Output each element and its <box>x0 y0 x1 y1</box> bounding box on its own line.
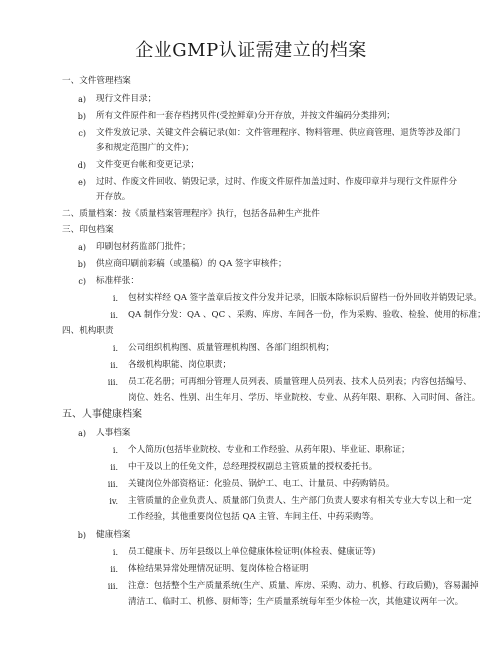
list-marker: a) <box>78 243 86 252</box>
list-marker: a) <box>78 429 86 438</box>
list-item-continuation: 多和规定范围广的文件)； <box>96 143 194 153</box>
list-item: 包材实样经 QA 签字盖章后按文件分发并记录，旧版本除标识后留档一份外回收并销毁记录。 <box>128 293 482 303</box>
list-marker: b) <box>77 531 86 540</box>
list-marker: iv. <box>109 497 118 506</box>
list-item: 中干及以上的任免文件，总经理授权副总主管质量的授权委托书。 <box>128 462 378 472</box>
list-item: 过时、作废文件回收、销毁记录，过时、作废文件原件加盖过时、作废印章并与现行文件原件分 <box>96 177 457 187</box>
list-item: 印刷包材药监部门批件； <box>96 242 191 252</box>
list-item: QA 制作分发：QA 、QC 、采购、库房、车间各一份，作为采购、验收、检验、使用的标准； <box>128 310 486 320</box>
list-marker: ii. <box>110 565 118 574</box>
list-marker: iii. <box>107 582 118 591</box>
list-item: 员工花名册；可再细分管理人员列表、质量管理人员列表、技术人员列表；内容包括编号、 <box>128 377 472 387</box>
list-marker: d) <box>77 161 86 170</box>
list-marker: i. <box>112 548 118 557</box>
list-marker: c) <box>78 129 86 138</box>
list-marker: ii. <box>110 311 118 320</box>
list-item: 文件发放记录、关键文件会稿记录(如：文件管理程序、物料管理、供应商管理、退货等涉及部门 <box>96 128 461 138</box>
subsection-label: 人事档案 <box>96 428 131 438</box>
section-3-heading: 三、印包档案 <box>62 225 114 235</box>
list-item: 个人简历(包括毕业院校、专业和工作经验、从药年限)、毕业证、职称证； <box>128 445 410 455</box>
list-marker: ii. <box>110 361 118 370</box>
list-item: 标准样张： <box>96 276 139 286</box>
list-item-continuation: 清洁工、临时工、机修、厨师等；生产质量系统每年至少体检一次，其他建议两年一次。 <box>128 597 464 607</box>
list-item: 文件变更台帐和变更记录； <box>96 160 200 170</box>
list-item: 关键岗位外部资格证：化验员、锅炉工、电工、计量员、中药购销员。 <box>128 479 395 489</box>
list-marker: ii. <box>110 463 118 472</box>
document-title: 企业GMP认证需建立的档案 <box>135 40 367 61</box>
list-marker: b) <box>77 112 86 121</box>
list-marker: iii. <box>107 378 118 387</box>
list-item: 员工健康卡、历年县级以上单位健康体检证明(体检表、健康证等) <box>128 547 376 557</box>
list-item: 公司组织机构图、质量管理机构图、各部门组织机构； <box>128 343 335 353</box>
section-1-heading: 一、文件管理档案 <box>62 76 131 86</box>
subsection-label: 健康档案 <box>96 530 131 540</box>
list-item: 现行文件目录； <box>96 94 157 104</box>
list-marker: a) <box>78 95 86 104</box>
list-item: 所有文件原件和一套存档拷贝件(受控鲜章)分开存放，并按文件编码分类排列； <box>96 111 395 121</box>
list-item: 供应商印刷前彩稿（或墨稿）的 QA 签字审核件； <box>96 259 287 269</box>
list-item: 体检结果异常处理情况证明、复岗体检合格证明 <box>128 564 309 574</box>
list-item: 注意：包括整个生产质量系统(生产、质量、库房、采购、动力、机修、行政后勤)，容易漏掉 <box>128 581 479 591</box>
section-5-heading: 五、人事健康档案 <box>62 409 142 420</box>
list-marker: i. <box>112 446 118 455</box>
list-item-continuation: 岗位、姓名、性别、出生年月、学历、毕业院校、专业、从药年限、职称、入司时间、备注。 <box>128 393 481 403</box>
list-item: 各级机构职能、岗位职责； <box>128 360 232 370</box>
list-item: 主管质量的企业负责人、质量部门负责人、生产部门负责人要求有相关专业大专以上和一定 <box>128 496 472 506</box>
section-2-heading: 二、质量档案：按《质量档案管理程序》执行，包括各品种生产批件 <box>62 209 320 219</box>
list-marker: c) <box>78 277 86 286</box>
list-marker: i. <box>112 344 118 353</box>
list-item-continuation: 开存放。 <box>96 192 131 202</box>
list-marker: iii. <box>107 480 118 489</box>
list-item-continuation: 工作经验，其他重要岗位包括 QA 主管、车间主任、中药采购等。 <box>128 512 379 522</box>
section-4-heading: 四、机构职责 <box>62 326 114 336</box>
list-marker: i. <box>112 294 118 303</box>
list-marker: b) <box>77 260 86 269</box>
list-marker: e) <box>78 178 86 187</box>
